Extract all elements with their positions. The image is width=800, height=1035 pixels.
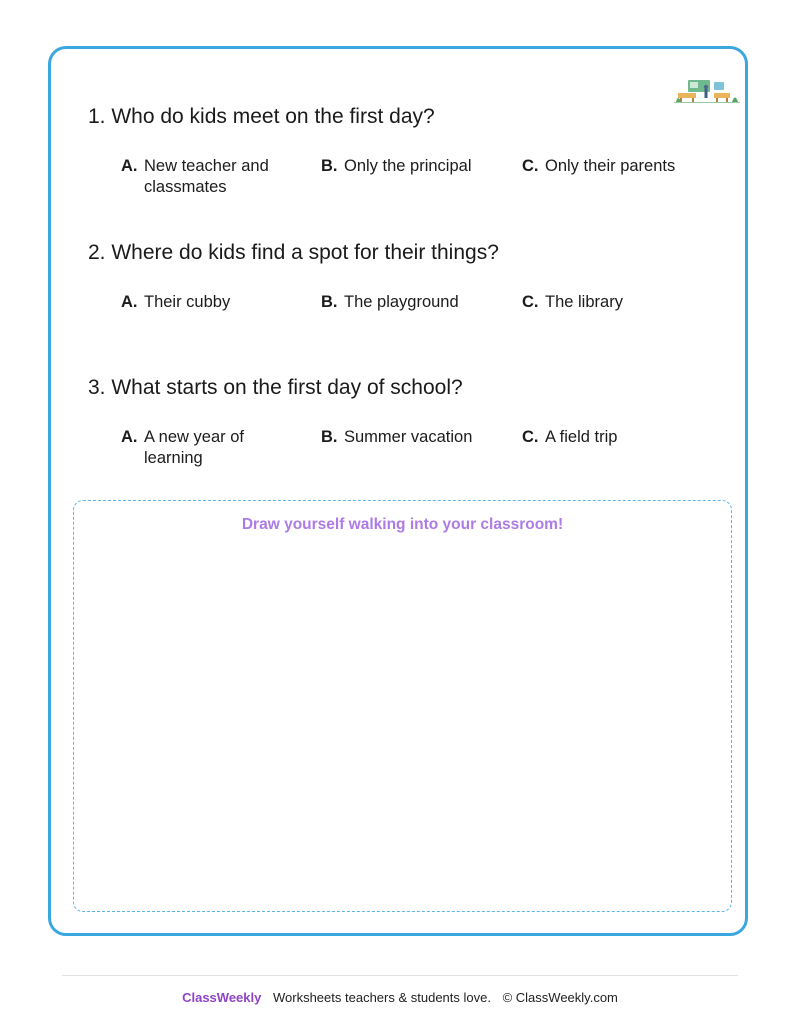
option-text: The library [545, 293, 623, 311]
question-text: 1. Who do kids meet on the first day? [88, 105, 435, 128]
option-letter: C. [522, 157, 539, 175]
drawing-area[interactable] [73, 500, 732, 912]
option-letter: C. [522, 293, 539, 311]
answer-options [88, 427, 708, 475]
option-text: A field trip [545, 428, 618, 446]
option-b[interactable] [321, 292, 501, 313]
option-b[interactable] [321, 427, 501, 448]
footer-divider [62, 975, 738, 976]
option-letter: C. [522, 428, 539, 446]
option-letter: A. [121, 293, 138, 311]
question-1 [88, 104, 708, 204]
option-text: Summer vacation [344, 428, 473, 446]
answer-options [88, 292, 708, 340]
option-letter: A. [121, 157, 138, 175]
footer-brand: ClassWeekly [182, 990, 262, 1005]
option-letter: A. [121, 428, 138, 446]
option-letter: B. [321, 293, 338, 311]
question-text: 2. Where do kids find a spot for their things? [88, 241, 499, 264]
question-3 [88, 375, 708, 475]
option-c[interactable] [522, 156, 722, 177]
option-text: The playground [344, 293, 459, 311]
option-c[interactable] [522, 427, 722, 448]
question-2 [88, 240, 708, 340]
option-text: Only the principal [344, 157, 472, 175]
answer-options [88, 156, 708, 204]
option-text: Only their parents [545, 157, 676, 175]
question-text: 3. What starts on the first day of school? [88, 376, 463, 399]
option-text: Their cubby [144, 293, 231, 311]
option-c[interactable] [522, 292, 722, 313]
option-letter: B. [321, 428, 338, 446]
option-b[interactable] [321, 156, 501, 177]
option-text: New teacher and classmates [144, 157, 269, 196]
drawing-prompt: Draw yourself walking into your classroom! [241, 516, 564, 533]
footer-tagline: Worksheets teachers & students love. [272, 990, 491, 1005]
option-a[interactable] [121, 156, 301, 198]
option-a[interactable] [121, 292, 301, 313]
option-a[interactable] [121, 427, 301, 469]
option-letter: B. [321, 157, 338, 175]
footer [0, 990, 800, 1005]
footer-copyright: © ClassWeekly.com [502, 990, 618, 1005]
classroom-illustration-icon [674, 78, 740, 104]
option-text: A new year of learning [144, 428, 244, 467]
